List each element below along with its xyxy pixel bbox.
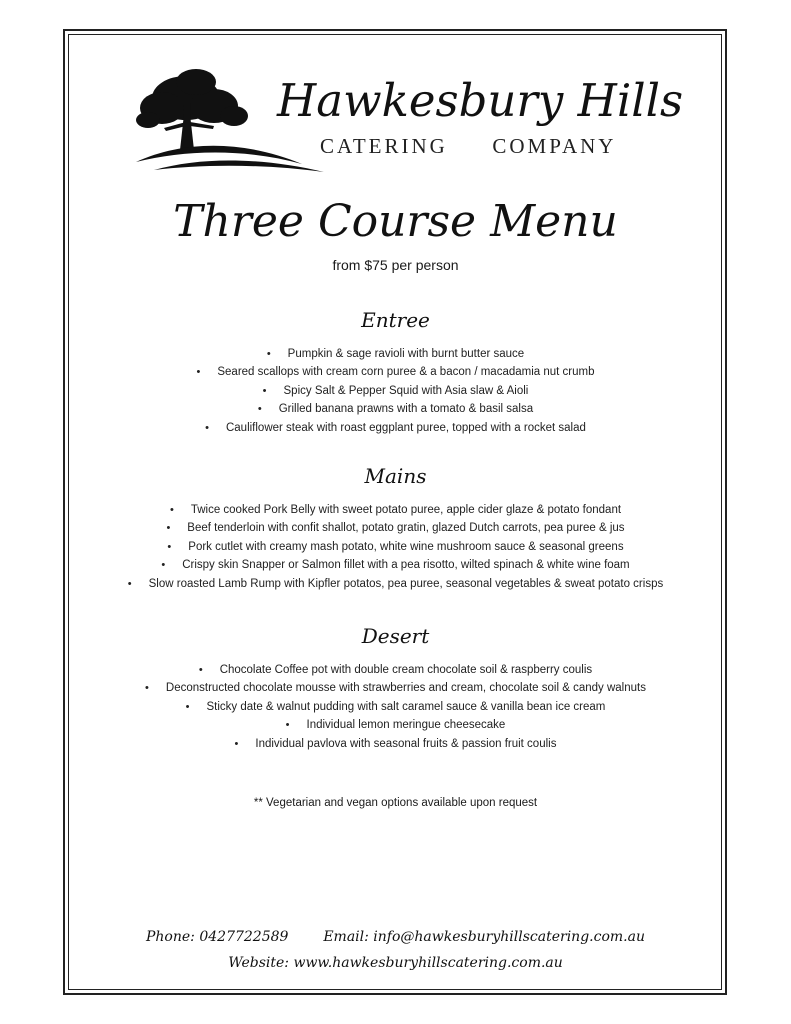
mains-heading: Mains: [364, 464, 427, 488]
logo-subtitle-left: CATERING: [320, 134, 448, 158]
phone-label: Phone:: [146, 929, 195, 945]
list-item: • Spicy Salt & Pepper Squid with Asia slaw & Aioli: [0, 382, 791, 400]
phone-number[interactable]: 0427722589: [199, 929, 289, 945]
list-item: • Deconstructed chocolate mousse with strawberries and cream, chocolate soil & candy walnuts: [0, 679, 791, 697]
dietary-note: ** Vegetarian and vegan options available upon request: [253, 797, 538, 809]
list-item: • Twice cooked Pork Belly with sweet potato puree, apple cider glaze & potato fondant: [0, 501, 791, 519]
list-item: • Individual pavlova with seasonal fruits & passion fruit coulis: [0, 735, 791, 753]
menu-title: Three Course Menu: [173, 196, 618, 247]
list-item: • Individual lemon meringue cheesecake: [0, 716, 791, 734]
list-item: • Cauliflower steak with roast eggplant puree, topped with a rocket salad: [0, 419, 791, 437]
logo-subtitle: [320, 134, 616, 159]
contact-line-1: [0, 929, 791, 945]
menu-price: from $75 per person: [332, 257, 459, 273]
list-item: • Pork cutlet with creamy mash potato, white wine mushroom sauce & seasonal greens: [0, 538, 791, 556]
email-link[interactable]: info@hawkesburyhillscatering.com.au: [373, 929, 645, 945]
entree-heading: Entree: [361, 308, 430, 332]
list-item: • Grilled banana prawns with a tomato & basil salsa: [0, 400, 791, 418]
list-item: • Seared scallops with cream corn puree & a bacon / macadamia nut crumb: [0, 363, 791, 381]
contact-line-2: [0, 955, 791, 971]
email-label: Email:: [323, 929, 369, 945]
desert-list: [0, 661, 791, 753]
list-item: • Sticky date & walnut pudding with salt caramel sauce & vanilla bean ice cream: [0, 698, 791, 716]
mains-list: [0, 501, 791, 593]
website-link[interactable]: www.hawkesburyhillscatering.com.au: [293, 955, 563, 971]
list-item: • Slow roasted Lamb Rump with Kipfler potatos, pea puree, seasonal vegetables & sweat potato crisps: [0, 575, 791, 593]
list-item: • Pumpkin & sage ravioli with burnt butter sauce: [0, 345, 791, 363]
website-label: Website:: [228, 955, 290, 971]
list-item: • Chocolate Coffee pot with double cream chocolate soil & raspberry coulis: [0, 661, 791, 679]
logo-name: Hawkesbury Hills: [277, 74, 684, 127]
list-item: • Crispy skin Snapper or Salmon fillet with a pea risotto, wilted spinach & white wine foam: [0, 556, 791, 574]
desert-heading: Desert: [361, 624, 430, 648]
entree-list: [0, 345, 791, 437]
list-item: • Beef tenderloin with confit shallot, potato gratin, glazed Dutch carrots, pea puree & jus: [0, 519, 791, 537]
logo-subtitle-right: COMPANY: [492, 134, 617, 158]
company-logo: [134, 64, 684, 176]
